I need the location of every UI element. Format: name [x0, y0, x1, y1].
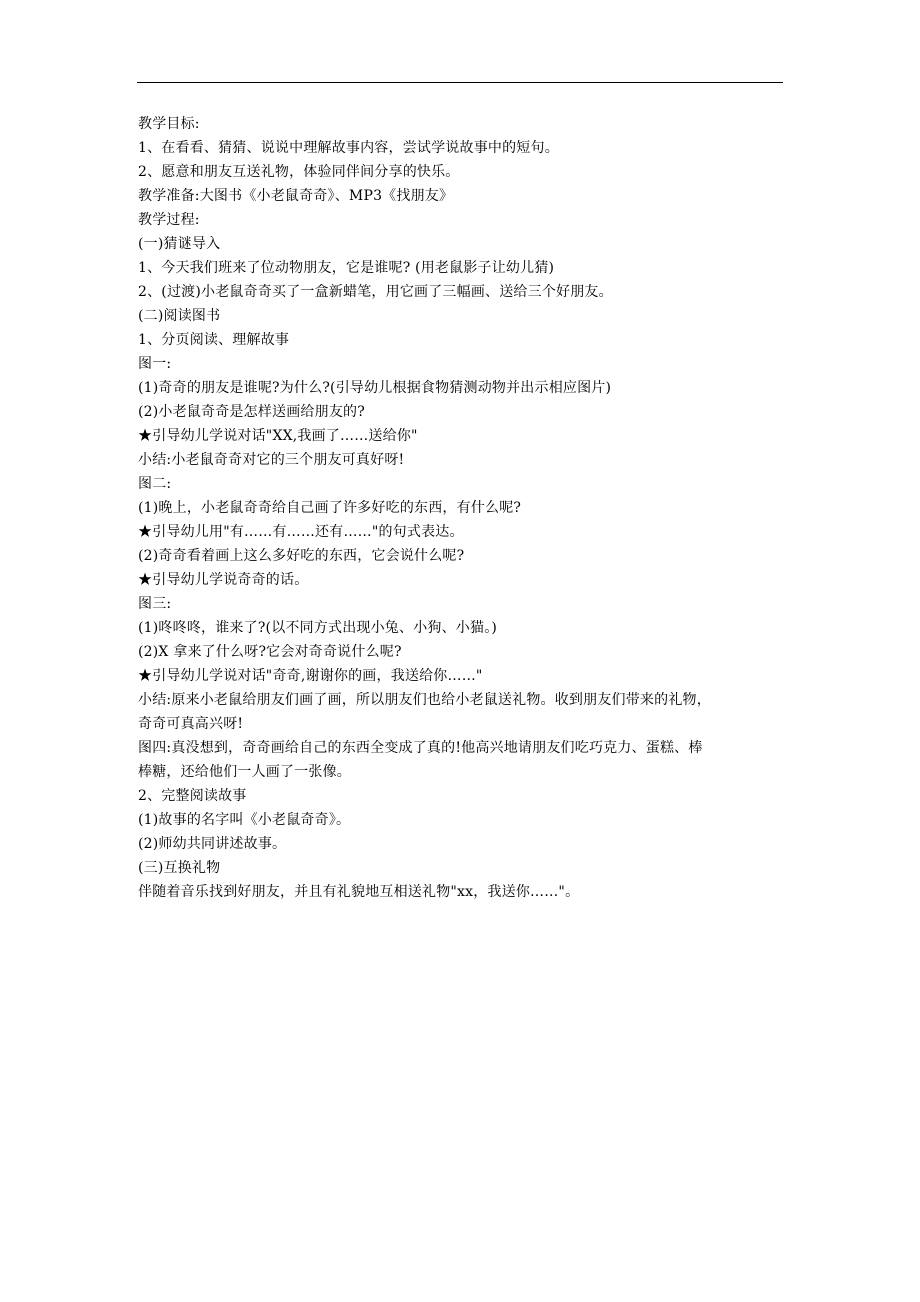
picture-1-question-1: (1)奇奇的朋友是谁呢?为什么?(引导幼儿根据食物猜测动物并出示相应图片) — [138, 380, 612, 396]
section-3-heading: (三)互换礼物 — [138, 860, 221, 876]
picture-1-summary: 小结:小老鼠奇奇对它的三个朋友可真好呀! — [138, 452, 405, 468]
picture-1-heading: 图一: — [138, 356, 172, 372]
picture-3-heading: 图三: — [138, 596, 172, 612]
heading-teaching-process: 教学过程: — [138, 212, 200, 228]
picture-4-line-1: 图四:真没想到，奇奇画给自己的东西全变成了真的!他高兴地请朋友们吃巧克力、蛋糕、棒 — [138, 740, 703, 756]
picture-2-question-2: (2)奇奇看着画上这么多好吃的东西，它会说什么呢? — [138, 548, 465, 564]
picture-1-question-2: (2)小老鼠奇奇是怎样送画给朋友的? — [138, 404, 365, 420]
heading-teaching-goals: 教学目标: — [138, 116, 200, 132]
picture-3-question-2: (2)X 拿来了什么呀?它会对奇奇说什么呢? — [138, 644, 402, 660]
picture-1-guide: ★引导幼儿学说对话"XX,我画了……送给你" — [138, 428, 418, 444]
section-1-item-2: 2、(过渡)小老鼠奇奇买了一盒新蜡笔，用它画了三幅画、送给三个好朋友。 — [138, 284, 613, 300]
document-body — [138, 112, 798, 904]
picture-3-summary-line-1: 小结:原来小老鼠给朋友们画了画，所以朋友们也给小老鼠送礼物。收到朋友们带来的礼物， — [138, 692, 711, 708]
section-2-item-2: 2、完整阅读故事 — [138, 788, 247, 804]
picture-4-line-2: 棒糖，还给他们一人画了一张像。 — [138, 764, 351, 780]
picture-2-heading: 图二: — [138, 476, 172, 492]
picture-2-guide-2: ★引导幼儿学说奇奇的话。 — [138, 572, 309, 588]
section-3-text: 伴随着音乐找到好朋友，并且有礼貌地互相送礼物"xx，我送你……"。 — [138, 884, 580, 900]
section-1-heading: (一)猜谜导入 — [138, 236, 221, 252]
section-2-item-1: 1、分页阅读、理解故事 — [138, 332, 290, 348]
picture-3-question-1: (1)咚咚咚，谁来了?(以不同方式出现小兔、小狗、小猫。) — [138, 620, 498, 636]
picture-3-guide: ★引导幼儿学说对话"奇奇,谢谢你的画，我送给你……" — [138, 668, 483, 684]
goal-item-2: 2、愿意和朋友互送礼物，体验同伴间分享的快乐。 — [138, 164, 460, 180]
picture-2-guide-1: ★引导幼儿用"有……有……还有……"的句式表达。 — [138, 524, 464, 540]
teaching-preparation: 教学准备:大图书《小老鼠奇奇》、MP3《找朋友》 — [138, 188, 454, 204]
section-2-item-2-sub-1: (1)故事的名字叫《小老鼠奇奇》。 — [138, 812, 351, 828]
goal-item-1: 1、在看看、猜猜、说说中理解故事内容，尝试学说故事中的短句。 — [138, 140, 559, 156]
picture-2-question-1: (1)晚上，小老鼠奇奇给自己画了许多好吃的东西，有什么呢? — [138, 500, 522, 516]
picture-3-summary-line-2: 奇奇可真高兴呀! — [138, 716, 244, 732]
section-1-item-1: 1、今天我们班来了位动物朋友，它是谁呢? (用老鼠影子让幼儿猜) — [138, 260, 555, 276]
header-rule — [137, 82, 783, 83]
section-2-heading: (二)阅读图书 — [138, 308, 221, 324]
section-2-item-2-sub-2: (2)师幼共同讲述故事。 — [138, 836, 287, 852]
